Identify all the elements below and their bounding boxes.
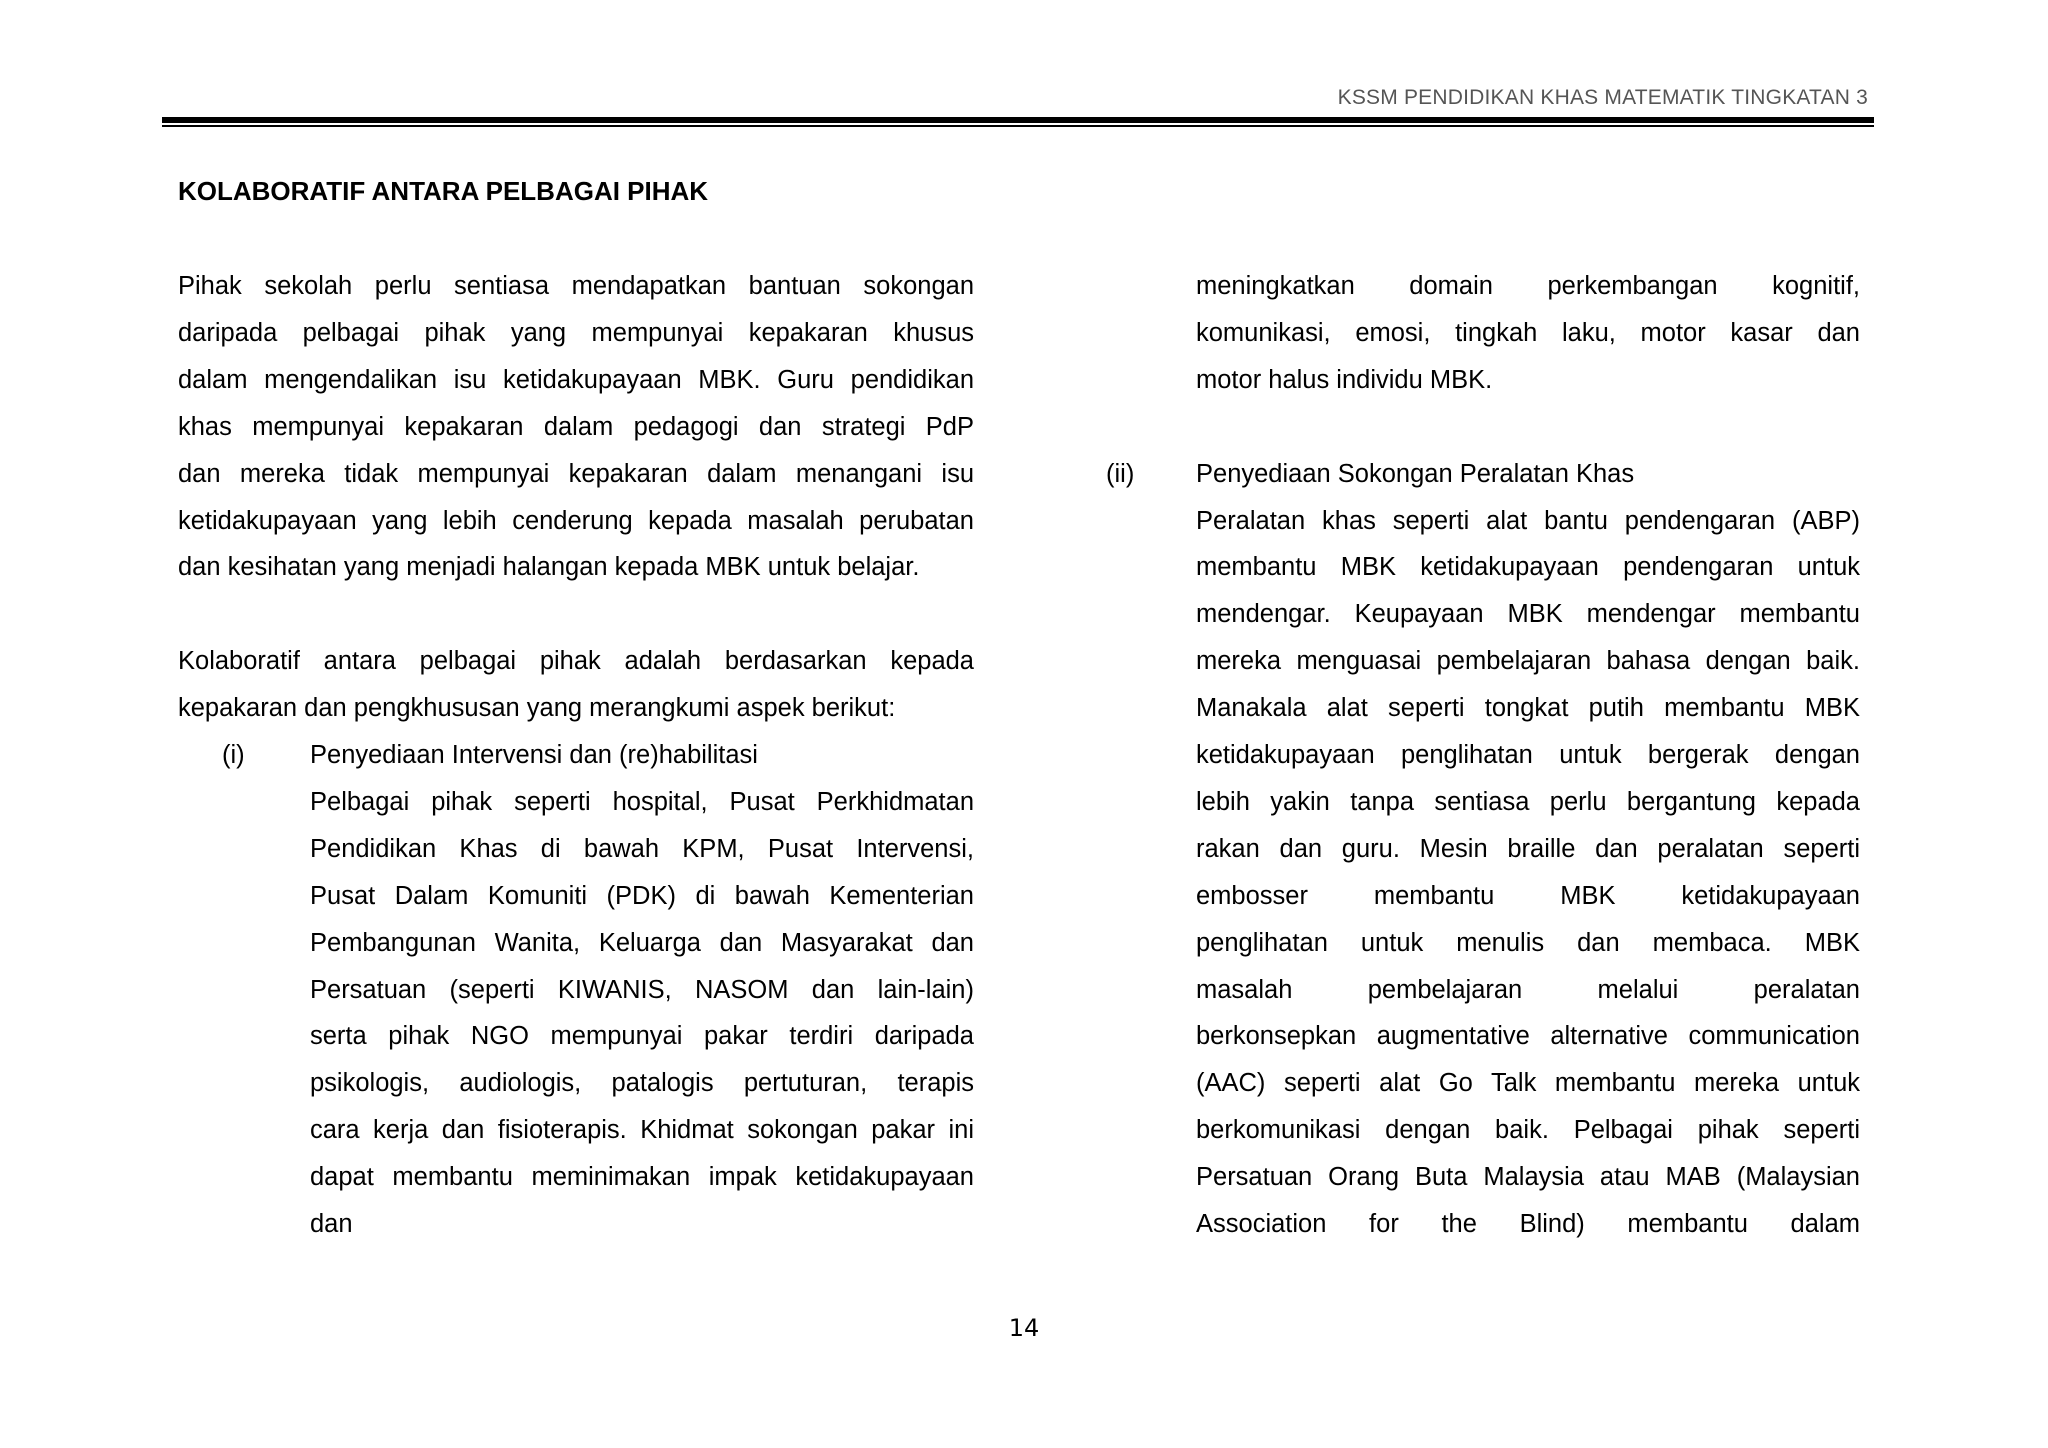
text-line: embosser membantu MBK ketidakupayaan [1196, 881, 1860, 910]
text-line: dapat membantu meminimakan impak ketidakupayaan [310, 1163, 974, 1192]
text-line: psikologis, audiologis, patalogis pertuturan, terapis [310, 1069, 974, 1098]
continuation-paragraph [1196, 263, 1860, 404]
text-line: cara kerja dan fisioterapis. Khidmat sokongan pakar ini [310, 1116, 974, 1145]
text-line: masalah pembelajaran melalui peralatan [1196, 975, 1860, 1004]
text-line: ketidakupayaan yang lebih cenderung kepada masalah perubatan [178, 506, 974, 535]
text-line: dan [310, 1210, 353, 1239]
paragraph-1 [178, 263, 974, 591]
text-line: dan mereka tidak mempunyai kepakaran dalam menangani isu [178, 459, 974, 488]
text-line: berkomunikasi dengan baik. Pelbagai pihak seperti [1196, 1116, 1860, 1145]
right-column [1196, 263, 1860, 1248]
text-line: dalam mengendalikan isu ketidakupayaan MBK. Guru pendidikan [178, 365, 974, 394]
text-line: meningkatkan domain perkembangan kognitif, [1196, 272, 1860, 300]
list-item-heading: Penyediaan Sokongan Peralatan Khas [1196, 459, 1635, 488]
text-line: Pendidikan Khas di bawah KPM, Pusat Intervensi, [310, 834, 974, 863]
text-line: ketidakupayaan penglihatan untuk bergerak dengan [1196, 741, 1860, 770]
text-line: Peralatan khas seperti alat bantu pendengaran (ABP) [1196, 506, 1860, 535]
paragraph-gap [1196, 404, 1860, 451]
paragraph-2 [178, 638, 974, 732]
text-line: lebih yakin tanpa sentiasa perlu bergantung kepada [1196, 787, 1860, 816]
text-line: Pihak sekolah perlu sentiasa mendapatkan bantuan sokongan [178, 272, 974, 300]
text-line: membantu MBK ketidakupayaan pendengaran untuk [1196, 553, 1860, 582]
text-line: Pelbagai pihak seperti hospital, Pusat Perkhidmatan [310, 787, 974, 816]
paragraph-gap [178, 591, 974, 638]
text-line: dan kesihatan yang menjadi halangan kepada MBK untuk belajar. [178, 553, 920, 582]
text-line: kepakaran dan pengkhususan yang merangkumi aspek berikut: [178, 694, 896, 723]
list-item-number: (i) [222, 741, 245, 770]
text-line: rakan dan guru. Mesin braille dan peralatan seperti [1196, 834, 1860, 863]
running-title: KSSM PENDIDIKAN KHAS MATEMATIK TINGKATAN 3 [1337, 86, 1868, 109]
text-line: komunikasi, emosi, tingkah laku, motor kasar dan [1196, 318, 1860, 347]
text-line: motor halus individu MBK. [1196, 365, 1493, 394]
text-line: berkonsepkan augmentative alternative communication [1196, 1022, 1860, 1051]
text-line: serta pihak NGO mempunyai pakar terdiri daripada [310, 1022, 974, 1051]
text-line: (AAC) seperti alat Go Talk membantu mereka untuk [1196, 1069, 1860, 1098]
text-line: khas mempunyai kepakaran dalam pedagogi dan strategi PdP [178, 412, 974, 441]
text-line: Manakala alat seperti tongkat putih membantu MBK [1196, 694, 1860, 723]
header-rule-thin [162, 125, 1874, 127]
text-line: Association for the Blind) membantu dalam [1196, 1210, 1860, 1239]
text-line: penglihatan untuk menulis dan membaca. MBK [1196, 928, 1860, 957]
text-line: Kolaboratif antara pelbagai pihak adalah berdasarkan kepada [178, 647, 974, 676]
text-line: mendengar. Keupayaan MBK mendengar membantu [1196, 600, 1860, 629]
page-number: 14 [1008, 1314, 1040, 1342]
list-item-number: (ii) [1106, 459, 1135, 488]
text-line: Persatuan Orang Buta Malaysia atau MAB (Malaysian [1196, 1163, 1860, 1192]
text-line: daripada pelbagai pihak yang mempunyai kepakaran khusus [178, 318, 974, 347]
list-item-ii [1196, 451, 1860, 1248]
section-title: KOLABORATIF ANTARA PELBAGAI PIHAK [178, 176, 709, 206]
header-rule-thick [162, 117, 1874, 123]
left-column [178, 263, 974, 1248]
text-line: Persatuan (seperti KIWANIS, NASOM dan lain-lain) [310, 975, 974, 1004]
list-item-i [178, 732, 974, 1248]
list-item-heading: Penyediaan Intervensi dan (re)habilitasi [310, 741, 758, 770]
text-line: Pusat Dalam Komuniti (PDK) di bawah Kementerian [310, 881, 974, 910]
text-line: Pembangunan Wanita, Keluarga dan Masyarakat dan [310, 928, 974, 957]
text-line: mereka menguasai pembelajaran bahasa dengan baik. [1196, 647, 1860, 676]
